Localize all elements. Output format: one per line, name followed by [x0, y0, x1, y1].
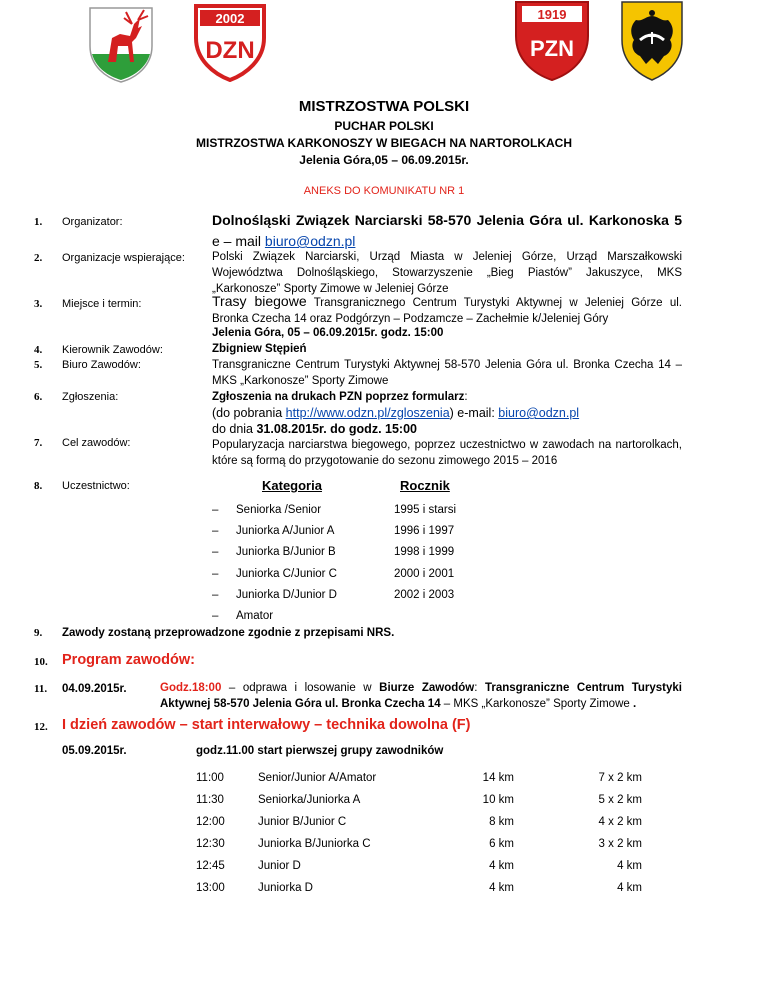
dzn-logo	[192, 2, 268, 82]
label-biuro: Biuro Zawodów:	[62, 359, 141, 371]
category-row-dash: –	[212, 546, 219, 558]
schedule-time: 11:30	[196, 794, 224, 806]
pzn-logo	[512, 0, 592, 82]
schedule-laps: 3 x 2 km	[598, 838, 642, 850]
label-kierownik: Kierownik Zawodów:	[62, 344, 163, 356]
schedule-laps: 4 km	[617, 860, 642, 872]
item-number-6: 6.	[34, 391, 43, 403]
item-number-1: 1.	[34, 216, 43, 228]
place-tracks: Trasy biegowe	[212, 293, 307, 309]
day1-first-start: godz.11.00 start pierwszej grupy zawodników	[196, 745, 444, 757]
item-number-5: 5.	[34, 359, 43, 371]
schedule-distance: 14 km	[482, 772, 514, 784]
category-row-name: Juniorka C/Junior C	[236, 568, 337, 580]
item-number-3: 3.	[34, 298, 43, 310]
category-row-name: Juniorka A/Junior A	[236, 525, 335, 537]
briefing-club: – MKS „Karkonosze” Sporty Zimowe	[440, 698, 633, 710]
schedule-laps: 4 km	[617, 882, 642, 894]
label-zgloszenia: Zgłoszenia:	[62, 391, 119, 403]
dolnoslaskie-eagle-logo	[620, 0, 684, 82]
organizer-email-link[interactable]: biuro@odzn.pl	[264, 233, 356, 249]
entries-email-prefix: ) e-mail:	[449, 406, 499, 420]
supporting-orgs-value: Polski Związek Narciarski, Urząd Miasta w Jeleniej Górze, Urząd Marszałkowski Województwa Dolnośląskiego, Stowarzyszenie „Bieg Piastów” Jakuszyce, MKS „Karkonosze” Sporty Zimowe w Jeleniej Górze	[212, 251, 682, 295]
category-row-name: Seniorka /Senior	[236, 504, 322, 516]
organizer-value	[212, 210, 682, 252]
dzn-year-text: 2002	[215, 11, 245, 26]
item-number-10: 10.	[34, 656, 48, 668]
entries-form-text: Zgłoszenia na drukach PZN poprzez formularz	[212, 391, 465, 403]
briefing-office: Biurze Zawodów	[379, 682, 475, 694]
schedule-time: 13:00	[196, 882, 225, 894]
entries-line1	[212, 389, 682, 405]
schedule-distance: 8 km	[489, 816, 514, 828]
place-description: Transgranicznego Centrum Turystyki Aktywnej w Jeleniej Górze ul. Bronka Czecha 14 oraz Podgórzyn – Podzamcze – Zachełmie k/Jeleniej Góry	[212, 297, 682, 325]
schedule-laps: 4 x 2 km	[598, 816, 642, 828]
item-number-8: 8.	[34, 480, 43, 492]
schedule-distance: 4 km	[489, 860, 514, 872]
schedule-distance: 10 km	[482, 794, 514, 806]
briefing-text	[160, 680, 682, 712]
pzn-letters-text: PZN	[530, 36, 574, 61]
subtitle-karkonosze: MISTRZOSTWA KARKONOSZY W BIEGACH NA NARTOROLKACH	[196, 136, 572, 150]
category-row-name: Amator	[236, 610, 274, 622]
entries-download-prefix: (do pobrania	[212, 406, 286, 420]
pzn-year-text: 1919	[537, 7, 567, 22]
category-row-year: 2000 i 2001	[394, 568, 455, 580]
schedule-distance: 6 km	[489, 838, 514, 850]
schedule-category: Seniorka/Juniorka A	[258, 794, 361, 806]
rules-text: Zawody zostaną przeprowadzone zgodnie z przepisami NRS.	[62, 627, 395, 639]
briefing-time: Godz.18:00	[160, 682, 222, 694]
category-row-year: 1998 i 1999	[394, 546, 455, 558]
entries-form-link[interactable]: http://www.odzn.pl/zgloszenia	[285, 406, 450, 420]
entries-colon: :	[464, 391, 468, 403]
schedule-laps: 5 x 2 km	[598, 794, 642, 806]
category-row-dash: –	[212, 610, 219, 622]
briefing-colon: :	[474, 682, 485, 694]
item-number-7: 7.	[34, 437, 43, 449]
office-value: Transgraniczne Centrum Turystyki Aktywnej 58-570 Jelenia Góra ul. Bronka Czecha 14 – MKS „Karkonosze” Sporty Zimowe	[212, 359, 682, 387]
category-row-name: Juniorka B/Junior B	[236, 546, 336, 558]
briefing-venue: Transgraniczne Centrum Turystyki Aktywnej 58-570 Jelenia Góra ul. Bronka Czecha 14	[160, 682, 682, 710]
category-row-name: Juniorka D/Junior D	[236, 589, 337, 601]
label-organizator: Organizator:	[62, 216, 123, 228]
item-number-9: 9.	[34, 627, 43, 639]
annex-heading: ANEKS DO KOMUNIKATU NR 1	[303, 185, 465, 197]
schedule-distance: 4 km	[489, 882, 514, 894]
item-number-2: 2.	[34, 252, 43, 264]
category-row-year: 1996 i 1997	[394, 525, 455, 537]
goal-value: Popularyzacja narciarstwa biegowego, poprzez uczestnictwo w zawodach na nartorolkach, które są formą do przygotowanie do sezonu zimowego 2015 – 2016	[212, 439, 682, 467]
item-number-11: 11.	[34, 683, 48, 695]
year-column-header: Rocznik	[400, 478, 450, 493]
schedule-time: 12:45	[196, 860, 225, 872]
item-number-12: 12.	[34, 721, 48, 733]
label-miejsce: Miejsce i termin:	[62, 298, 142, 310]
day1-heading: I dzień zawodów – start interwałowy – technika dowolna (F)	[62, 717, 471, 733]
category-column-header: Kategoria	[262, 478, 322, 493]
subtitle-puchar: PUCHAR POLSKI	[334, 119, 434, 133]
entries-deadline-date: 31.08.2015r. do godz. 15:00	[256, 422, 417, 436]
label-uczestnictwo: Uczestnictwo:	[62, 480, 130, 492]
category-row-dash: –	[212, 525, 219, 537]
briefing-date: 04.09.2015r.	[62, 683, 127, 695]
schedule-category: Juniorka D	[258, 882, 313, 894]
category-row-dash: –	[212, 504, 219, 516]
schedule-time: 12:00	[196, 816, 225, 828]
schedule-time: 12:30	[196, 838, 225, 850]
manager-value: Zbigniew Stępień	[212, 343, 307, 355]
jelenia-gora-crest-logo	[86, 4, 156, 84]
schedule-laps: 7 x 2 km	[598, 772, 642, 784]
entries-line2	[212, 405, 682, 421]
schedule-category: Senior/Junior A/Amator	[258, 772, 377, 784]
page-title: MISTRZOSTWA POLSKI	[298, 98, 470, 115]
schedule-category: Juniorka B/Juniorka C	[258, 838, 371, 850]
briefing-desc: – odprawa i losowanie w	[221, 682, 380, 694]
place-date: Jelenia Góra, 05 – 06.09.2015r. godz. 15:00	[212, 327, 444, 339]
organizer-email-prefix: e – mail	[212, 233, 265, 249]
item-number-4: 4.	[34, 344, 43, 356]
organizer-name: Dolnośląski Związek Narciarski 58-570 Jelenia Góra ul. Karkonoska 5	[212, 212, 682, 228]
dzn-letters-text: DZN	[205, 37, 255, 64]
entries-deadline-prefix: do dnia	[212, 422, 257, 436]
category-row-year: 2002 i 2003	[394, 589, 455, 601]
schedule-category: Junior B/Junior C	[258, 816, 347, 828]
schedule-time: 11:00	[196, 772, 224, 784]
entries-email-link[interactable]: biuro@odzn.pl	[498, 406, 580, 420]
label-cel: Cel zawodów:	[62, 437, 131, 449]
category-row-year: 1995 i starsi	[394, 504, 457, 516]
entries-deadline	[212, 421, 682, 437]
subtitle-date: Jelenia Góra,05 – 06.09.2015r.	[299, 153, 469, 167]
label-organizacje: Organizacje wspierające:	[62, 252, 185, 264]
program-heading: Program zawodów:	[62, 652, 195, 668]
category-row-dash: –	[212, 589, 219, 601]
place-value	[212, 293, 682, 327]
day1-date: 05.09.2015r.	[62, 745, 127, 757]
category-row-dash: –	[212, 568, 219, 580]
schedule-category: Junior D	[258, 860, 301, 872]
briefing-period: .	[632, 698, 637, 710]
